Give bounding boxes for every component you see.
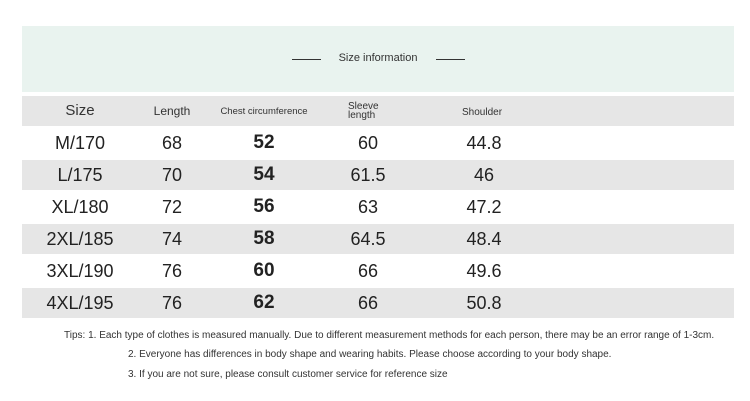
tip-line-3: 3. If you are not sure, please consult customer service for reference size [128,369,448,380]
cell-sleeve: 60 [357,133,379,153]
cell-size: 4XL/195 [46,293,114,313]
tip-line-1: Tips: 1. Each type of clothes is measured manually. Due to different measurement methods for each person, there may be an error range of 1-3cm. [64,330,715,341]
cell-sleeve: 66 [357,293,379,313]
size-table [22,96,734,320]
cell-size: L/175 [57,165,103,185]
cell-chest: 52 [253,132,275,153]
cell-chest: 62 [253,292,275,313]
cell-length: 74 [161,229,183,249]
cell-chest: 60 [253,260,275,281]
cell-sleeve: 64.5 [350,229,386,249]
cell-chest: 58 [253,228,275,249]
table-header-row [22,96,734,128]
cell-length: 76 [161,261,183,281]
table-row [22,160,734,192]
cell-shoulder: 50.8 [466,293,502,313]
header-chest: Chest circumference [220,106,308,117]
table-row [22,128,734,160]
cell-shoulder: 47.2 [466,197,502,217]
header-length: Length [153,104,191,118]
header-sleeve-line2: length [348,110,376,121]
cell-sleeve: 61.5 [350,165,386,185]
table-row [22,256,734,288]
cell-length: 76 [161,293,183,313]
cell-chest: 54 [253,164,275,185]
cell-shoulder: 49.6 [466,261,502,281]
header-size: Size [65,102,95,119]
cell-shoulder: 46 [473,165,495,185]
banner-divider-right [436,59,465,60]
header-sleeve [348,96,388,126]
cell-length: 72 [161,197,183,217]
table-row [22,224,734,256]
tip-line-2: 2. Everyone has differences in body shape and wearing habits. Please choose according to your body shape. [128,349,612,360]
cell-size: 3XL/190 [46,261,114,281]
table-row [22,288,734,320]
cell-length: 68 [161,133,183,153]
cell-chest: 56 [253,196,275,217]
cell-size: XL/180 [51,197,109,217]
cell-size: 2XL/185 [46,229,114,249]
size-info-banner [22,26,734,92]
banner-title: Size information [338,52,418,64]
header-sleeve-line1: Sleeve [348,101,379,112]
cell-sleeve: 66 [357,261,379,281]
table-row [22,192,734,224]
cell-shoulder: 48.4 [466,229,502,249]
cell-length: 70 [161,165,183,185]
cell-sleeve: 63 [357,197,379,217]
cell-size: M/170 [54,133,106,153]
header-shoulder: Shoulder [462,107,503,118]
cell-shoulder: 44.8 [466,133,502,153]
